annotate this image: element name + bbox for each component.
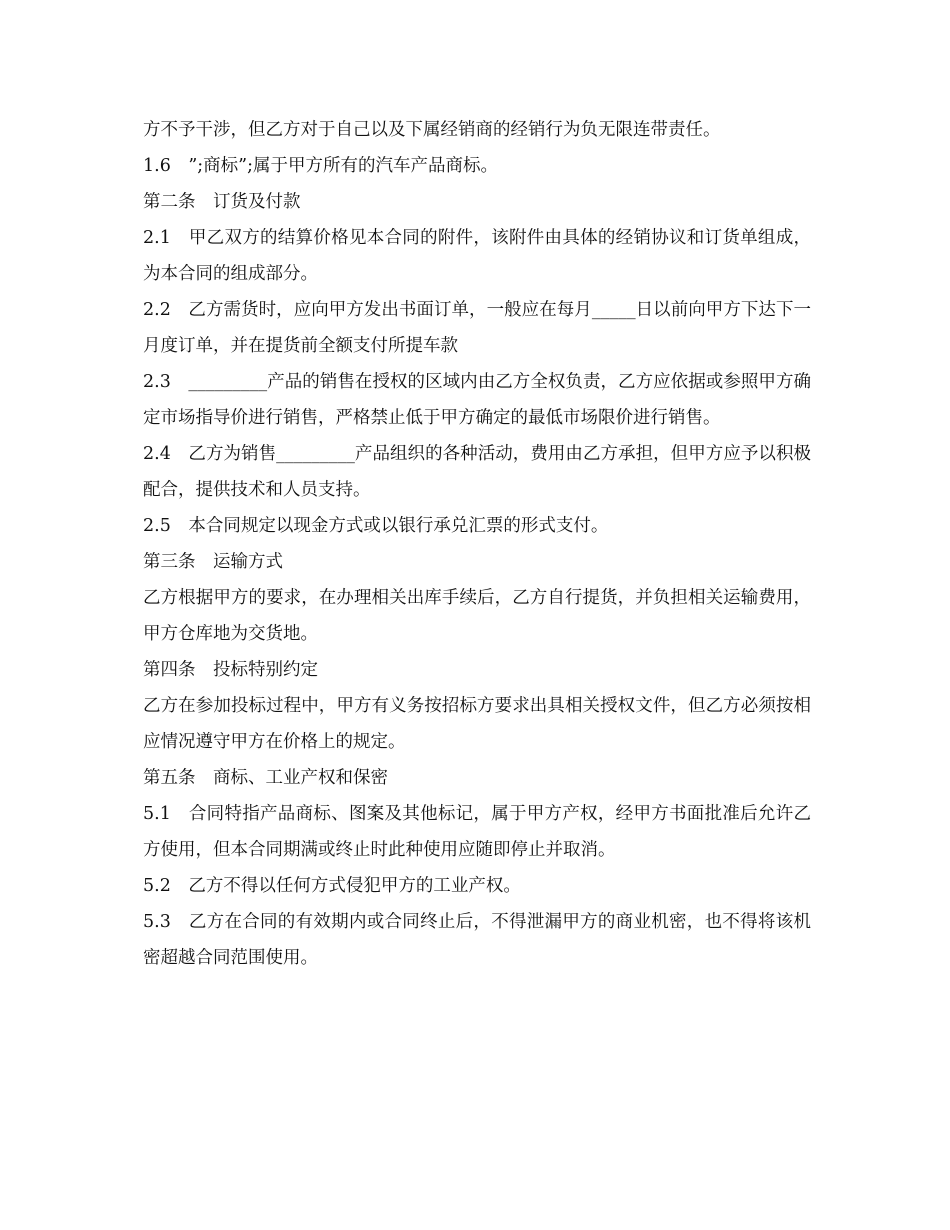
clause-2-2: 2.2 乙方需货时，应向甲方发出书面订单，一般应在每月_____日以前向甲方下达下一月度订单，并在提货前全额支付所提车款 — [143, 300, 811, 356]
clause-2-1: 2.1 甲乙双方的结算价格见本合同的附件，该附件由具体的经销协议和订货单组成，为本合同的组成部分。 — [143, 228, 811, 284]
article-3-heading: 第三条 运输方式 — [143, 552, 283, 572]
clause-2-5: 2.5 本合同规定以现金方式或以银行承兑汇票的形式支付。 — [143, 516, 609, 536]
clause-5-1: 5.1 合同特指产品商标、图案及其他标记，属于甲方产权，经甲方书面批准后允许乙方使用，但本合同期满或终止时此种使用应随即停止并取消。 — [143, 804, 811, 860]
article-3-body: 乙方根据甲方的要求，在办理相关出库手续后，乙方自行提货，并负担相关运输费用，甲方仓库地为交货地。 — [143, 588, 811, 644]
document-body — [143, 112, 811, 976]
clause-5-3: 5.3 乙方在合同的有效期内或合同终止后，不得泄漏甲方的商业机密，也不得将该机密超越合同范围使用。 — [143, 912, 811, 968]
article-2-heading: 第二条 订货及付款 — [143, 192, 301, 212]
clause-1-6: 1.6 ”;商标”;属于甲方所有的汽车产品商标。 — [143, 156, 499, 176]
clause-2-4: 2.4 乙方为销售_________产品组织的各种活动，费用由乙方承担，但甲方应予以积极配合，提供技术和人员支持。 — [143, 444, 811, 500]
clause-2-3: 2.3 _________产品的销售在授权的区域内由乙方全权负责，乙方应依据或参照甲方确定市场指导价进行销售，严格禁止低于甲方确定的最低市场限价进行销售。 — [143, 372, 811, 428]
article-4-heading: 第四条 投标特别约定 — [143, 660, 318, 680]
article-4-body: 乙方在参加投标过程中，甲方有义务按招标方要求出具相关授权文件，但乙方必须按相应情况遵守甲方在价格上的规定。 — [143, 696, 811, 752]
clause-5-2: 5.2 乙方不得以任何方式侵犯甲方的工业产权。 — [143, 876, 521, 896]
paragraph-continuation: 方不予干涉，但乙方对于自己以及下属经销商的经销行为负无限连带责任。 — [143, 120, 721, 140]
article-5-heading: 第五条 商标、工业产权和保密 — [143, 768, 388, 788]
